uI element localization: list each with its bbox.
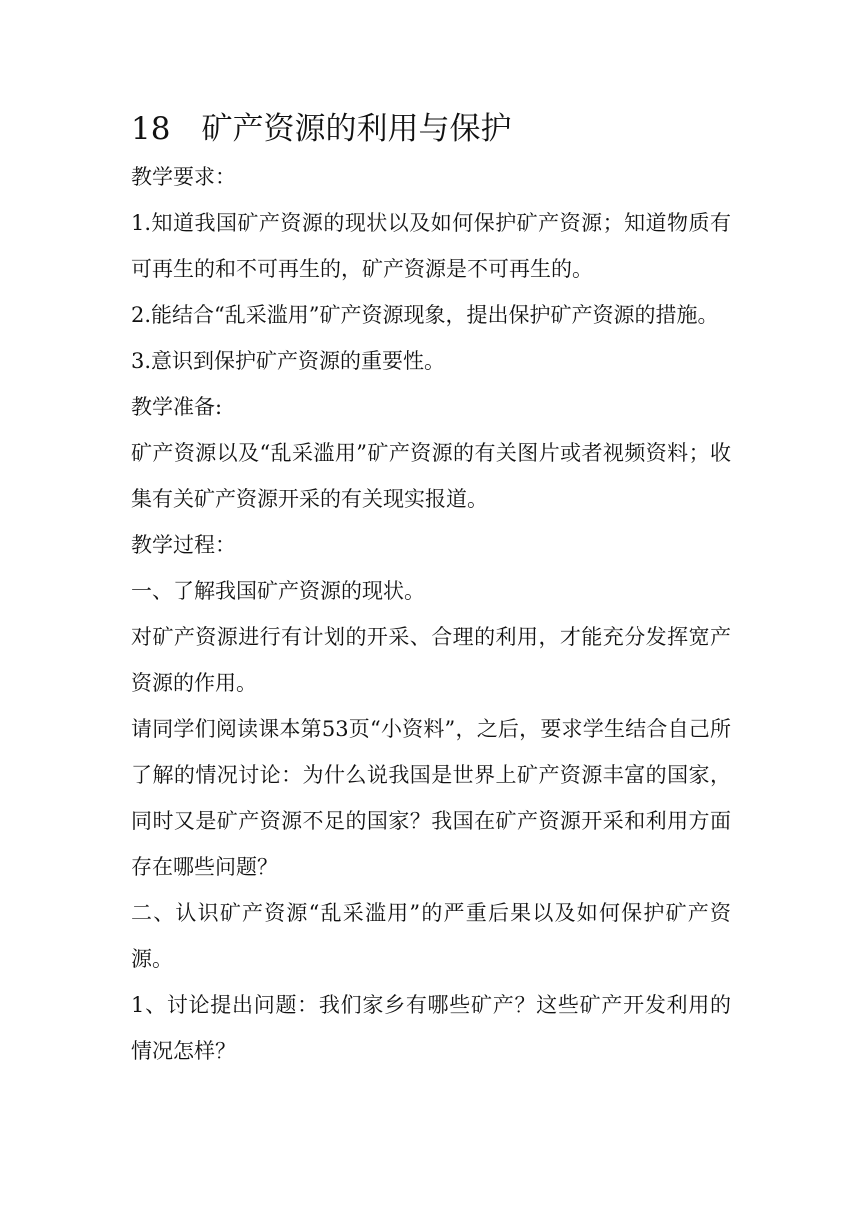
section-one-heading: 一、了解我国矿产资源的现状。 [131,579,425,603]
requirement-item-3: 3.意识到保护矿产资源的重要性。 [131,349,446,373]
heading-teaching-preparation: 教学准备: [131,395,223,419]
section-one-text: 对矿产资源进行有计划的开采、合理的利用，才能充分发挥宽产资源的作用。 [131,625,731,695]
document-title: 18 矿产资源的利用与保护 [131,111,512,147]
heading-teaching-process: 教学过程： [131,533,236,557]
heading-teaching-requirements: 教学要求： [131,165,236,189]
requirement-item-2: 2.能结合“乱采滥用”矿产资源现象，提出保护矿产资源的措施。 [131,303,719,327]
requirement-item-1: 1.知道我国矿产资源的现状以及如何保护矿产资源；知道物质有可再生的和不可再生的，矿产资源是不可再生的。 [131,211,731,281]
preparation-text: 矿产资源以及“乱采滥用”矿产资源的有关图片或者视频资料；收集有关矿产资源开采的有关现实报道。 [131,441,731,511]
document-body [131,104,731,1074]
section-two-heading: 二、认识矿产资源“乱采滥用”的严重后果以及如何保护矿产资源。 [131,901,731,971]
section-two-item-1: 1、讨论提出问题：我们家乡有哪些矿产？这些矿产开发利用的情况怎样？ [131,993,731,1063]
section-one-discussion: 请同学们阅读课本第53页“小资料”，之后，要求学生结合自己所了解的情况讨论：为什么说我国是世界上矿产资源丰富的国家，同时又是矿产资源不足的国家？我国在矿产资源开采和利用方面存在哪些问题？ [131,717,731,879]
